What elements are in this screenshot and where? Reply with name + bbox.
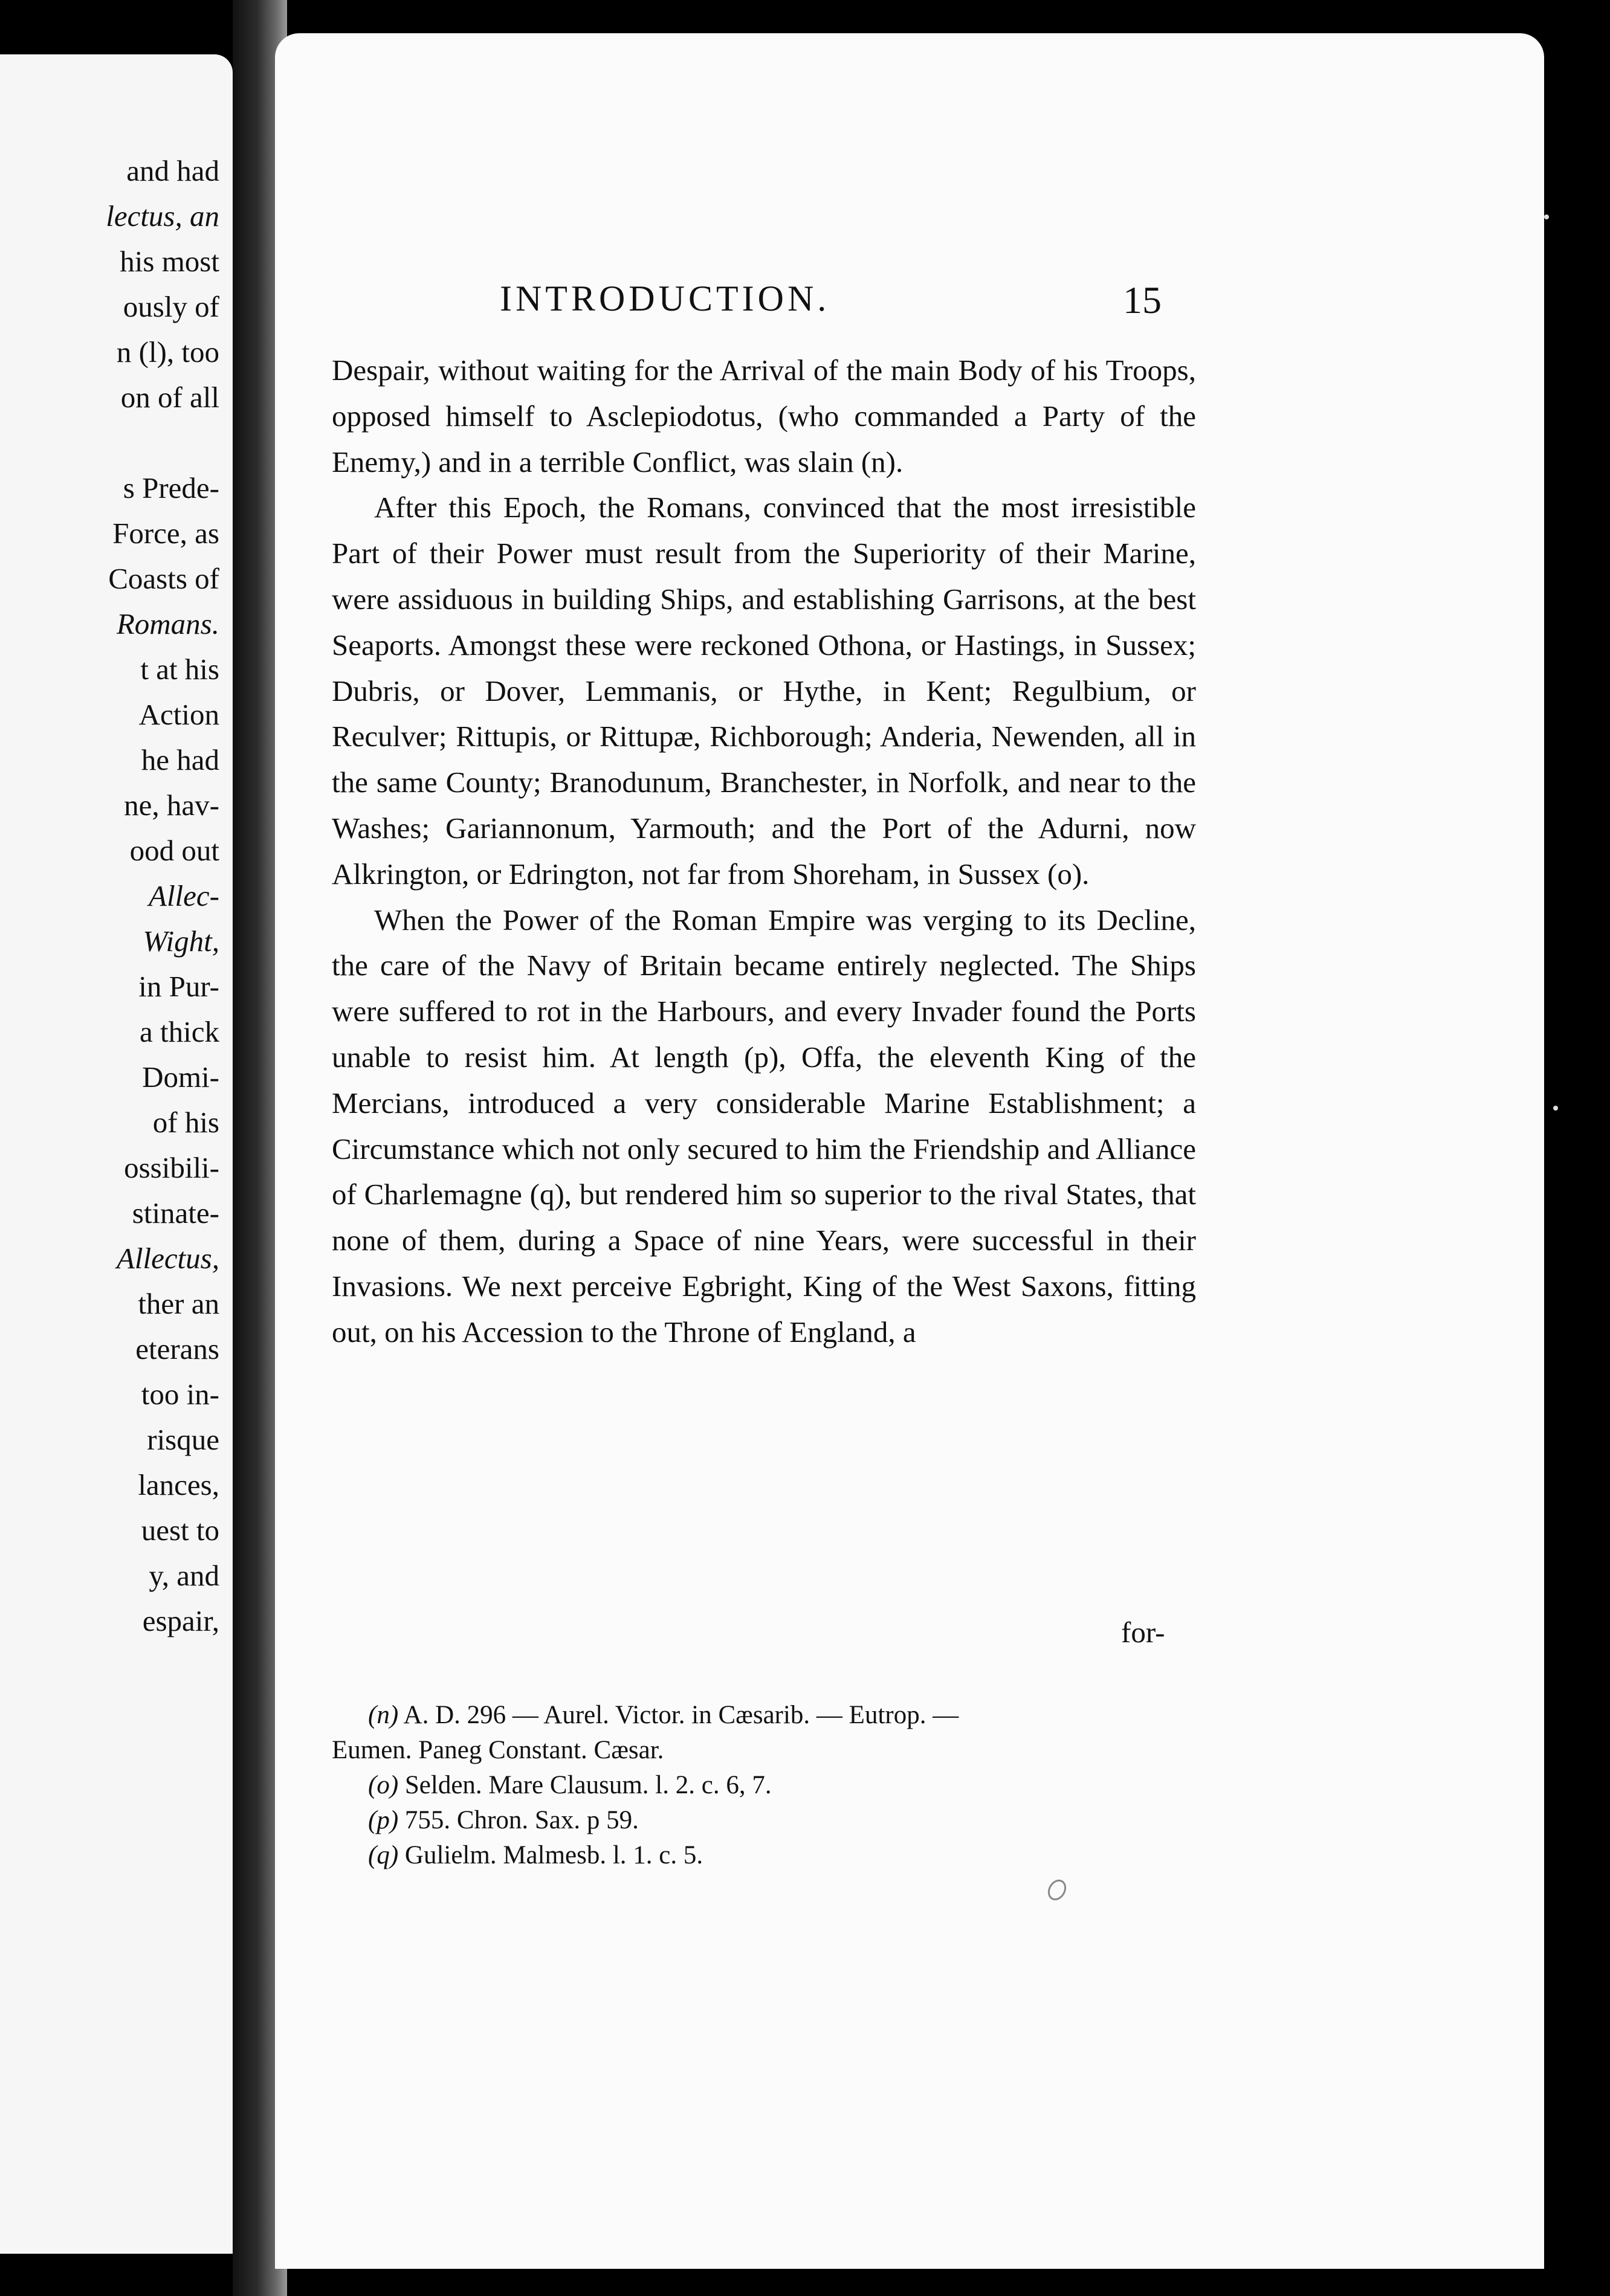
left-line: Domi- <box>142 1060 219 1094</box>
left-page-fragment <box>0 54 233 2254</box>
left-line: too in- <box>141 1378 219 1411</box>
left-line: in Pur- <box>138 970 219 1003</box>
left-line: Coasts of <box>108 562 219 595</box>
paragraph: After this Epoch, the Romans, convinced that the most irresistible Part of their Power must result from the Superiority of their Marine, were assiduous in building Ships, and establishing Garrisons, at the best Seaports. Amongst these were reckoned Othona, or Hastings, in Sussex; Dubris, or Dover, Lemmanis, or Hythe, in Kent; Regulbium, or Reculver; Rittupis, or Rittupæ, Richborough; Anderia, Newenden, all in the same County; Branodunum, Branchester, in Norfolk, and near to the Washes; Gariannonum, Yarmouth; and the Port of the Adurni, now Alkrington, or Edrington, not far from Shoreham, in Sussex (o). <box>332 491 1196 891</box>
left-line: Force, as <box>112 517 219 550</box>
footnote <box>332 1698 1196 1733</box>
left-line: y, and <box>149 1559 219 1592</box>
left-line: s Prede- <box>123 471 219 505</box>
footnote-mark: (q) <box>368 1841 399 1869</box>
footnote-text: Gulielm. Malmesb. l. 1. c. 5. <box>404 1841 703 1869</box>
footnote-mark: (n) <box>368 1701 399 1729</box>
footnote <box>332 1768 1196 1803</box>
footnote-mark: (o) <box>368 1771 399 1799</box>
page-number: 15 <box>1123 279 1162 321</box>
left-line: Romans. <box>116 607 219 640</box>
paragraph: When the Power of the Roman Empire was verging to its Decline, the care of the Navy of Britain became entirely neglected. The Ships were suffered to rot in the Harbours, and every Invader found the Ports unable to resist him. At length (p), Offa, the eleventh King of the Mercians, introduced a very considerable Marine Establishment; a Circumstance which not only secured to him the Friendship and Alliance of Charlemagne (q), but rendered him so superior to the rival States, that none of them, during a Space of nine Years, were successful in their Invasions. We next perceive Egbright, King of the West Saxons, fitting out, on his Accession to the Throne of England, a <box>332 903 1196 1349</box>
paper-smudge <box>1044 1876 1070 1903</box>
left-line: lectus, an <box>106 199 219 233</box>
left-line: ossibili- <box>124 1151 219 1184</box>
left-line: ther an <box>138 1287 219 1320</box>
footnote-mark: (p) <box>368 1806 399 1834</box>
left-line: ne, hav- <box>124 788 219 822</box>
margin-speck <box>1553 1106 1558 1111</box>
left-line: risque <box>147 1423 219 1456</box>
left-line: n (l), too <box>116 335 219 369</box>
left-line: Allec- <box>149 879 219 912</box>
footnote-text: Eumen. Paneg Constant. Cæsar. <box>332 1736 664 1764</box>
left-line: a thick <box>140 1015 219 1048</box>
footnote <box>332 1838 1196 1873</box>
footnote-text: Selden. Mare Clausum. l. 2. c. 6, 7. <box>404 1771 772 1799</box>
left-line: and had <box>126 154 219 187</box>
catchword: for- <box>1121 1616 1165 1649</box>
left-line: Allectus, <box>116 1242 219 1275</box>
left-line: ously of <box>123 290 219 323</box>
running-head: INTRODUCTION. <box>500 279 830 318</box>
margin-speck <box>1544 214 1549 219</box>
left-line: on of all <box>120 381 219 414</box>
left-line: he had <box>141 743 219 776</box>
footnotes <box>332 1698 1196 1873</box>
left-line: of his <box>152 1106 219 1139</box>
footnote <box>332 1733 1196 1768</box>
footnote <box>332 1803 1196 1838</box>
left-line: his most <box>120 245 219 278</box>
left-line: eterans <box>135 1332 219 1366</box>
left-line: uest to <box>141 1514 219 1547</box>
body-text <box>332 347 1196 1355</box>
left-line: espair, <box>142 1604 219 1637</box>
left-line: Wight, <box>143 924 219 958</box>
paragraph: Despair, without waiting for the Arrival of the main Body of his Troops, opposed himself to Asclepiodotus, (who commanded a Party of the Enemy,) and in a terrible Conflict, was slain (n). <box>332 353 1196 479</box>
left-line: t at his <box>140 653 219 686</box>
page-header <box>275 278 1544 326</box>
left-line: ood out <box>129 834 219 867</box>
footnote-text: 755. Chron. Sax. p 59. <box>404 1806 639 1834</box>
footnote-text: A. D. 296 — Aurel. Victor. in Cæsarib. — Eutrop. — <box>403 1701 959 1729</box>
left-line: lances, <box>138 1468 219 1501</box>
left-line: Action <box>138 698 219 731</box>
left-line: stinate- <box>132 1196 219 1230</box>
right-page <box>275 33 1544 2269</box>
